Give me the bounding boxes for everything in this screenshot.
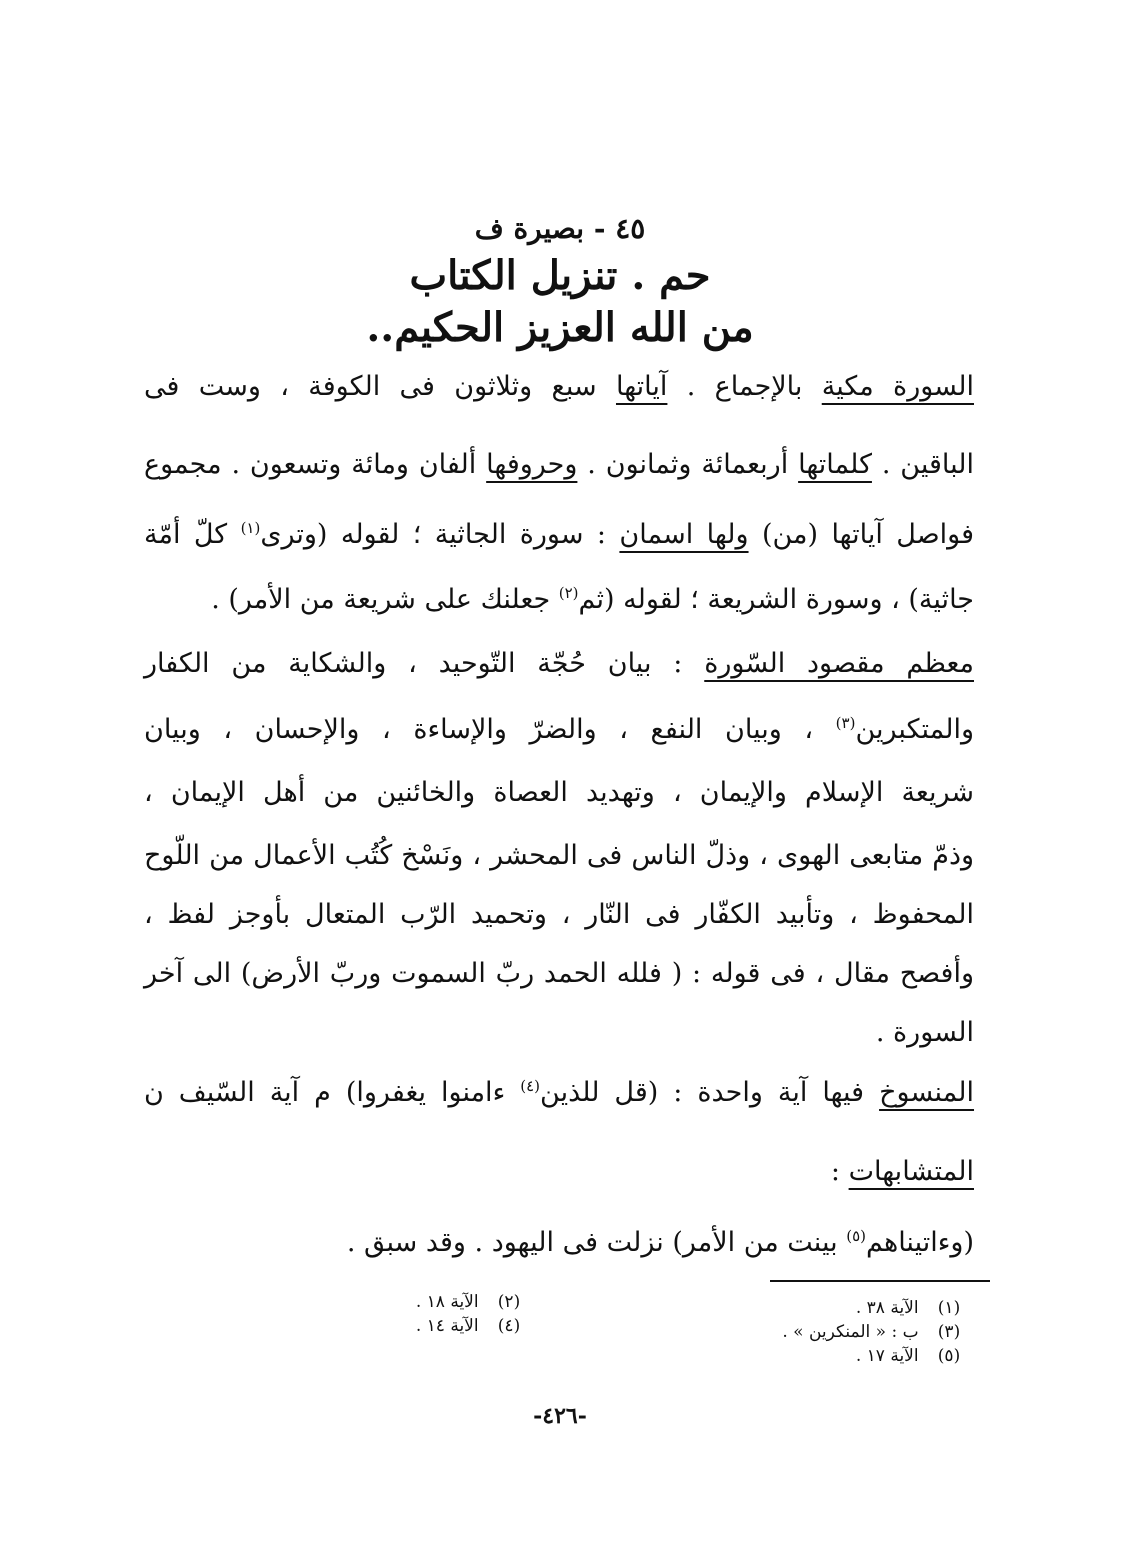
underlined-term: المتشابهات xyxy=(848,1156,974,1187)
footnote-number: (٤) xyxy=(497,1316,521,1336)
text-run: ، وبيان النفع ، والضرّ والإساءة ، والإحسان ، وبيان xyxy=(144,714,836,745)
body-line-1 xyxy=(144,365,974,409)
underlined-term: معظم مقصود السّورة xyxy=(704,648,974,679)
body-line-10: وأفصح مقال ، فى قوله : ( فلله الحمد ربّ السموت وربّ الأرض) الى آخر xyxy=(144,958,974,989)
text-run: ألفان ومائة وتسعون . مجموع xyxy=(144,449,487,480)
footnote-4 xyxy=(416,1316,534,1336)
text-run: : بيان حُجّة التّوحيد ، والشكاية من الكفار xyxy=(144,648,705,679)
text-run: بالإجماع . xyxy=(667,371,822,402)
footnote-marker: (٣) xyxy=(835,714,856,732)
body-line-12 xyxy=(144,1071,974,1115)
text-run: أربعمائة وثمانون . xyxy=(577,449,799,480)
footnote-3 xyxy=(782,1322,974,1342)
text-run: : سورة الجاثية ؛ لقوله (وترى xyxy=(260,519,620,550)
footnote-number: (٣) xyxy=(937,1322,961,1342)
body-line-5 xyxy=(144,642,974,686)
body-line-4 xyxy=(144,578,974,622)
footnote-text: الآية ١٨ . xyxy=(415,1292,479,1312)
text-run: (وءاتيناهم xyxy=(865,1227,974,1258)
text-run: فيها آية واحدة : (قل للذين xyxy=(540,1077,880,1108)
footnote-number: (٢) xyxy=(497,1292,521,1312)
body-line-9: المحفوظ ، وتأبيد الكفّار فى النّار ، وتحميد الرّب المتعال بأوجز لفظ ، xyxy=(144,899,974,930)
footnote-text: الآية ١٤ . xyxy=(415,1316,479,1336)
text-run: سبع وثلاثون فى الكوفة ، وست فى xyxy=(144,371,616,402)
text-run: الباقين . xyxy=(871,449,974,480)
chapter-title-line-1: حم . تنزيل الكتاب xyxy=(409,252,711,299)
page-number: -٤٢٦- xyxy=(533,1403,587,1429)
body-line-11: السورة . xyxy=(875,1017,974,1048)
underlined-term: المنسوخ xyxy=(879,1077,975,1108)
underlined-term: كلماتها xyxy=(798,449,872,480)
footnote-2 xyxy=(416,1292,534,1312)
footnote-marker: (٢) xyxy=(558,584,579,602)
body-line-13 xyxy=(144,1150,974,1194)
body-line-7: شريعة الإسلام والإيمان ، وتهديد العصاة والخائنين من أهل الإيمان ، xyxy=(144,777,974,808)
body-line-8: وذمّ متابعى الهوى ، وذلّ الناس فى المحشر ، ونَسْخ كُتُب الأعمال من اللّوح xyxy=(144,840,974,871)
underlined-term: ولها اسمان xyxy=(619,519,749,550)
underlined-term: آياتها xyxy=(615,371,668,402)
text-run: كلّ أمّة xyxy=(144,519,241,550)
footnote-text: ب : « المنكرين » . xyxy=(782,1322,919,1342)
text-run: ءامنوا يغفروا) م آية السّيف ن xyxy=(144,1077,521,1108)
footnote-text: الآية ١٧ . xyxy=(855,1346,919,1366)
footnote-marker: (١) xyxy=(240,519,261,537)
text-run: فواصل آياتها (من) xyxy=(748,519,975,550)
footnote-5 xyxy=(856,1346,974,1366)
footnote-1 xyxy=(856,1298,974,1318)
body-line-6 xyxy=(144,708,974,752)
text-run: جاثية) ، وسورة الشريعة ؛ لقوله (ثم xyxy=(578,584,974,615)
body-line-14 xyxy=(144,1221,974,1265)
body-line-2 xyxy=(144,443,974,487)
footnote-marker: (٤) xyxy=(520,1077,541,1095)
text-run: بينت من الأمر) نزلت فى اليهود . وقد سبق . xyxy=(346,1227,847,1258)
chapter-number: ٤٥ - بصيرة ف xyxy=(474,212,646,245)
body-line-3 xyxy=(144,513,974,557)
footnote-marker: (٥) xyxy=(846,1227,866,1245)
text-run: والمتكبرين xyxy=(855,714,974,745)
text-run: جعلنك على شريعة من الأمر) . xyxy=(211,584,559,615)
footnote-separator xyxy=(770,1280,990,1282)
underlined-term: السورة مكية xyxy=(821,371,974,402)
text-run: : xyxy=(830,1156,849,1187)
footnote-number: (١) xyxy=(937,1298,961,1318)
footnote-text: الآية ٣٨ . xyxy=(855,1298,919,1318)
chapter-title-line-2: من الله العزيز الحكيم.. xyxy=(366,304,754,351)
underlined-term: وحروفها xyxy=(486,449,578,480)
footnote-number: (٥) xyxy=(937,1346,961,1366)
